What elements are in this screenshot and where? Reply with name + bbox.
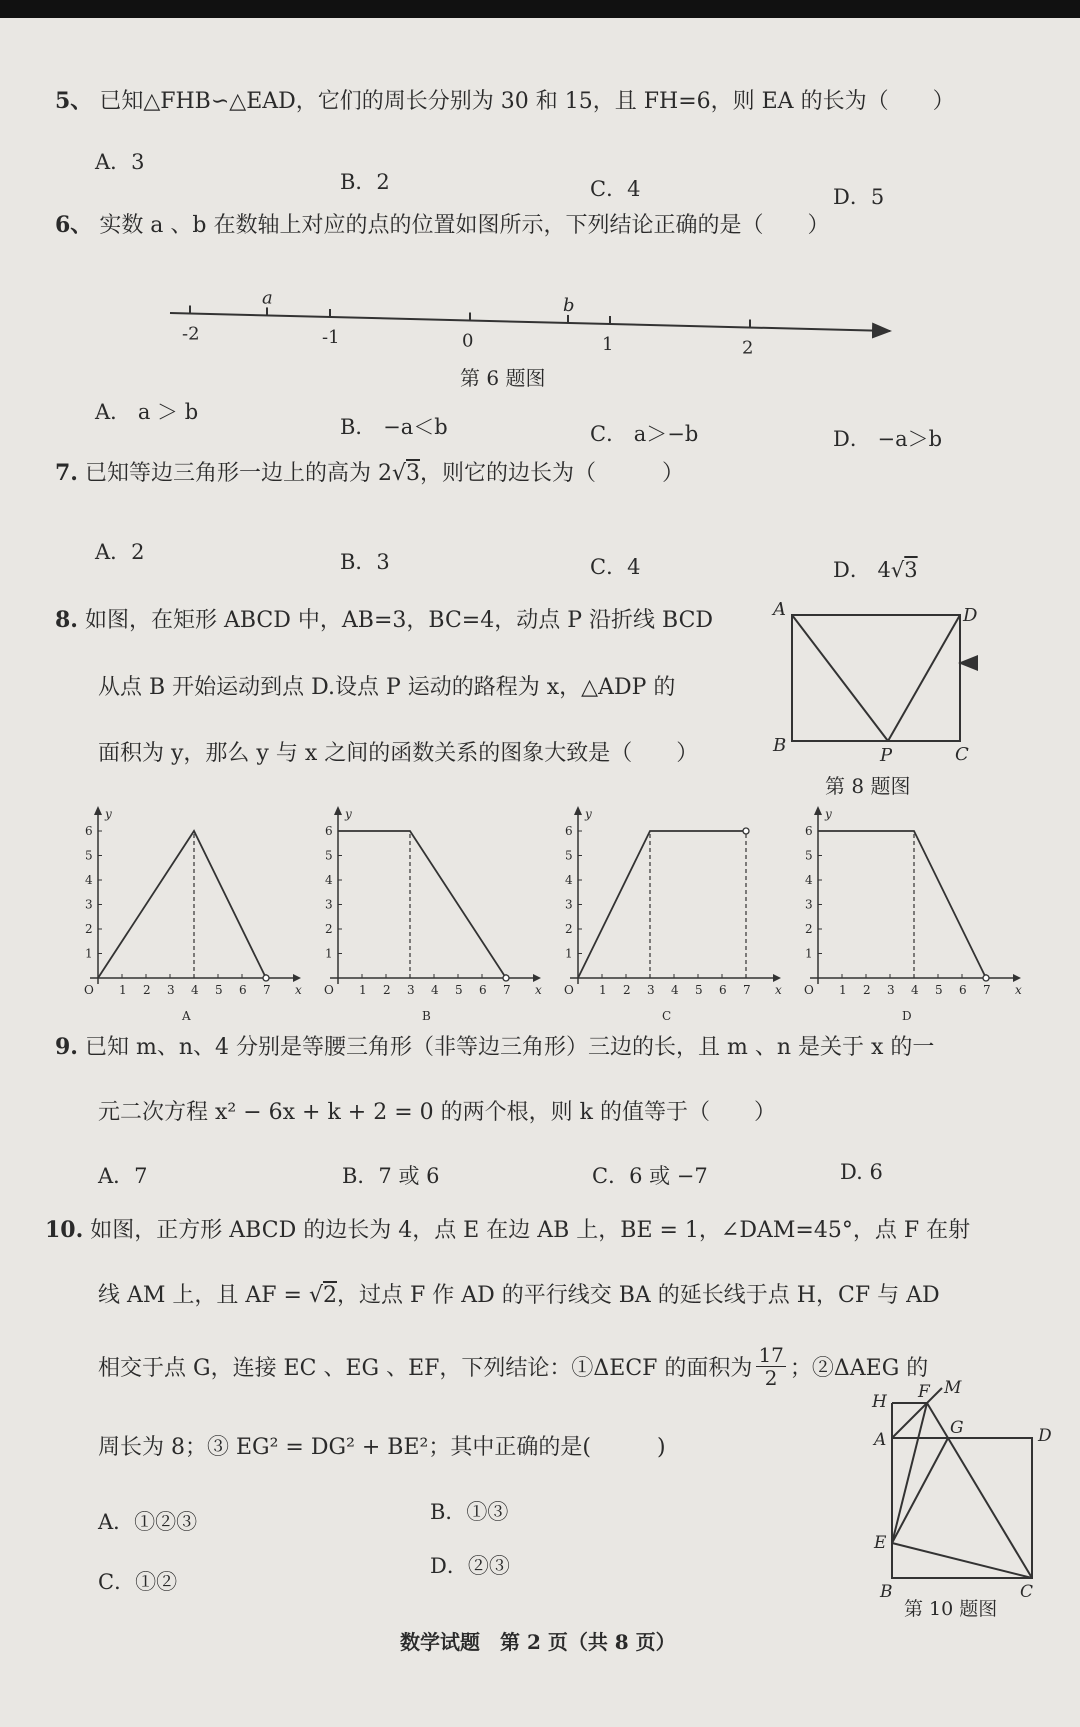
y-axis-arrow-icon — [574, 806, 582, 815]
q7-option-d-radicand: 3 — [904, 558, 918, 582]
x-tick-label: 3 — [407, 983, 415, 997]
y-tick-label: 6 — [85, 824, 93, 838]
number-line-point-label-point_b: b — [563, 294, 575, 316]
fraction — [756, 1344, 785, 1389]
q10-line-2-after: ，过点 F 作 AD 的平行线交 BA 的延长线于点 H，CF 与 AD — [337, 1283, 940, 1308]
x-tick-label: 7 — [743, 983, 751, 997]
label-h: H — [872, 1392, 887, 1412]
q6-option-c: C． a＞−b — [590, 422, 699, 446]
graph-option-d — [790, 788, 1030, 1028]
y-tick-label: 1 — [805, 946, 813, 961]
y-axis-arrow-icon — [814, 806, 822, 815]
label-p: P — [880, 745, 893, 766]
number-line-tick-label: -2 — [182, 323, 200, 345]
graph-option-b — [310, 788, 550, 1028]
label-a: A — [773, 599, 786, 620]
y-tick-label: 5 — [85, 848, 93, 863]
x-tick-label: 6 — [959, 983, 967, 997]
x-tick-label: 1 — [119, 983, 127, 997]
label-d: D — [1038, 1426, 1052, 1446]
q7-number: 7. — [55, 460, 78, 486]
y-tick-label: 2 — [565, 922, 573, 936]
x-tick-label: 1 — [599, 983, 607, 997]
graph-line — [98, 831, 266, 978]
exam-page — [0, 18, 1080, 1727]
q9-number: 9. — [55, 1034, 78, 1060]
q5-option-d: D．5 — [833, 185, 885, 209]
ray-am — [892, 1388, 942, 1438]
x-axis-name: x — [295, 983, 302, 997]
y-tick-label: 3 — [565, 897, 573, 912]
y-tick-label: 6 — [565, 824, 573, 838]
x-tick-label: 4 — [191, 983, 199, 997]
x-tick-label: 5 — [695, 983, 703, 997]
graph-option-label: A — [182, 1009, 191, 1023]
x-tick-label: 1 — [359, 983, 367, 997]
label-m: M — [944, 1378, 962, 1398]
origin-label: O — [564, 983, 574, 997]
label-a: A — [874, 1430, 887, 1450]
q6-figure-caption: 第 6 题图 — [460, 366, 546, 390]
photo-dark-edge — [0, 0, 1080, 18]
x-axis-name: x — [535, 983, 542, 997]
q5-number: 5、 — [55, 88, 93, 114]
open-endpoint — [983, 975, 989, 981]
graph-line — [338, 831, 506, 978]
rectangle-figure-q8 — [770, 593, 980, 803]
segment-eg — [892, 1438, 948, 1543]
origin-label: O — [84, 983, 94, 997]
number-line-tick-label: -1 — [322, 327, 340, 348]
x-tick-label: 6 — [239, 983, 247, 997]
x-tick-label: 4 — [911, 983, 919, 997]
number-line-point-label-point_a: a — [262, 287, 273, 309]
question-10-line-1 — [45, 1213, 970, 1244]
x-axis-arrow-icon — [1013, 974, 1021, 982]
rectangle-abcd — [792, 615, 960, 741]
segment-fc — [927, 1403, 1032, 1578]
y-tick-label: 2 — [85, 922, 93, 936]
y-tick-label: 5 — [325, 848, 333, 863]
y-axis-name: y — [585, 807, 592, 821]
q6-option-d: D． −a＞b — [833, 427, 943, 451]
x-tick-label: 4 — [671, 983, 679, 997]
q8-number: 8. — [55, 607, 78, 633]
label-c: C — [955, 744, 969, 765]
y-tick-label: 1 — [85, 946, 93, 961]
y-tick-label: 3 — [325, 897, 333, 912]
x-tick-label: 3 — [167, 983, 175, 997]
y-axis-name: y — [345, 807, 352, 821]
y-axis-name: y — [105, 807, 112, 821]
x-tick-label: 7 — [983, 983, 991, 997]
q5-option-a: A．3 — [95, 150, 145, 174]
x-tick-label: 2 — [863, 983, 871, 997]
q7-option-c: C．4 — [590, 555, 641, 579]
page-footer: 数学试题 第 2 页（共 8 页） — [400, 1630, 676, 1654]
origin-label: O — [324, 983, 334, 997]
y-tick-label: 5 — [805, 848, 813, 863]
y-tick-label: 1 — [565, 946, 573, 961]
x-tick-label: 7 — [263, 983, 271, 997]
x-tick-label: 6 — [479, 983, 487, 997]
q10-line-1: 如图，正方形 ABCD 的边长为 4，点 E 在边 AB 上，BE = 1，∠DAM=45°，点 F 在射 — [90, 1218, 971, 1243]
y-tick-label: 1 — [325, 946, 333, 961]
q7-stem-after: ，则它的边长为（ ） — [420, 461, 685, 486]
x-tick-label: 2 — [383, 983, 391, 997]
q5-option-c: C．4 — [590, 177, 641, 201]
y-tick-label: 2 — [805, 922, 813, 936]
x-tick-label: 6 — [719, 983, 727, 997]
radical-sign: √ — [308, 1283, 323, 1308]
segment-ec — [892, 1543, 1032, 1578]
q9-option-b: B．7 或 6 — [342, 1164, 440, 1188]
q10-line-2 — [98, 1278, 940, 1309]
origin-label: O — [804, 983, 814, 997]
number-line-figure — [160, 273, 900, 403]
q8-line-3: 面积为 y，那么 y 与 x 之间的函数关系的图象大致是（ ） — [98, 741, 699, 766]
q10-line-4: 周长为 8；③ EG² = DG² + BE²；其中正确的是( ) — [98, 1435, 666, 1460]
segment-ap — [792, 615, 888, 741]
q10-option-b: B．①③ — [430, 1500, 509, 1524]
x-tick-label: 5 — [215, 983, 223, 997]
x-axis-arrow-icon — [773, 974, 781, 982]
x-axis-arrow-icon — [533, 974, 541, 982]
label-f: F — [918, 1382, 930, 1402]
open-endpoint — [503, 975, 509, 981]
graph-option-label: D — [902, 1009, 912, 1023]
graph-option-label: C — [662, 1009, 672, 1023]
q10-line-3 — [98, 1344, 928, 1389]
q10-figure-caption: 第 10 题图 — [904, 1598, 998, 1620]
q10-option-d: D．②③ — [430, 1554, 510, 1578]
number-line-tick-label: 1 — [602, 334, 614, 355]
q7-option-a: A．2 — [95, 540, 145, 564]
label-e: E — [874, 1533, 887, 1553]
y-tick-label: 6 — [805, 824, 813, 838]
q8-graph-options — [70, 788, 1030, 1028]
square-figure-q10 — [860, 1363, 1060, 1633]
question-6 — [55, 208, 830, 239]
x-tick-label: 1 — [839, 983, 847, 997]
x-tick-label: 3 — [887, 983, 895, 997]
segment-dp — [888, 615, 960, 741]
q6-stem: 实数 a 、b 在数轴上对应的点的位置如图所示，下列结论正确的是（ ） — [99, 213, 830, 238]
graph-option-c — [550, 788, 790, 1028]
x-axis-name: x — [775, 983, 782, 997]
q5-stem: 已知△FHB∽△EAD，它们的周长分别为 30 和 15，且 FH=6，则 EA 的长为（ ） — [99, 89, 955, 114]
q9-line-1: 已知 m、n、4 分别是等腰三角形（非等边三角形）三边的长，且 m 、n 是关于 x 的一 — [84, 1035, 935, 1060]
y-tick-label: 4 — [85, 873, 93, 887]
label-b: B — [773, 735, 787, 756]
graph-line — [578, 831, 746, 978]
q8-line-1: 如图，在矩形 ABCD 中，AB=3，BC=4，动点 P 沿折线 BCD — [84, 608, 714, 633]
q10-line-2-before: 线 AM 上，且 AF = — [98, 1283, 309, 1308]
y-tick-label: 6 — [325, 824, 333, 838]
y-tick-label: 4 — [805, 873, 813, 887]
x-tick-label: 2 — [143, 983, 151, 997]
q6-option-b: B． −a＜b — [340, 415, 448, 439]
q7-option-d — [833, 554, 918, 584]
y-axis-arrow-icon — [334, 806, 342, 815]
q7-option-b: B．3 — [340, 550, 390, 574]
q9-option-a: A．7 — [98, 1164, 148, 1188]
q10-number: 10. — [45, 1217, 84, 1243]
q9-option-d: D. 6 — [840, 1160, 883, 1184]
q10-option-c: C．①② — [98, 1570, 178, 1594]
q10-line-3-before: 相交于点 G，连接 EC 、EG 、EF，下列结论：①ΔECF 的面积为 — [98, 1356, 753, 1381]
q8-line-2: 从点 B 开始运动到点 D.设点 P 运动的路程为 x，△ADP 的 — [98, 675, 676, 700]
y-axis-name: y — [825, 807, 832, 821]
x-tick-label: 7 — [503, 983, 511, 997]
q6-option-a: A． a ＞ b — [95, 400, 199, 424]
q8-figure-caption: 第 8 题图 — [825, 774, 911, 798]
radical-sign: √ — [890, 558, 905, 582]
fraction-denominator: 2 — [764, 1366, 778, 1390]
label-b: B — [880, 1582, 893, 1602]
q6-number: 6、 — [55, 212, 93, 238]
number-line-axis — [170, 313, 890, 331]
question-9-line-1 — [55, 1030, 934, 1061]
y-tick-label: 3 — [85, 897, 93, 912]
q7-stem-radicand: 3 — [406, 461, 420, 486]
number-line-tick-label: 0 — [462, 330, 474, 352]
label-c: C — [1020, 1582, 1034, 1602]
x-axis-name: x — [1015, 983, 1022, 997]
y-tick-label: 4 — [325, 873, 333, 887]
x-axis-arrow-icon — [293, 974, 301, 982]
question-5 — [55, 84, 955, 115]
q9-line-2: 元二次方程 x² − 6x + k + 2 = 0 的两个根，则 k 的值等于（ ） — [98, 1100, 776, 1125]
segment-ef — [892, 1403, 927, 1543]
q7-stem-before: 已知等边三角形一边上的高为 2 — [84, 461, 392, 486]
q7-option-d-prefix: D． 4 — [833, 558, 891, 582]
graph-option-a — [70, 788, 310, 1028]
q9-option-c: C．6 或 −7 — [592, 1164, 708, 1188]
y-axis-arrow-icon — [94, 806, 102, 815]
x-tick-label: 4 — [431, 983, 439, 997]
radical-sign: √ — [391, 461, 406, 486]
question-8-line-1 — [55, 603, 713, 634]
x-tick-label: 5 — [455, 983, 463, 997]
y-tick-label: 5 — [565, 848, 573, 863]
q10-line-3-after: ；②ΔAEG 的 — [789, 1356, 929, 1381]
graph-option-label: B — [422, 1009, 431, 1023]
y-tick-label: 3 — [805, 897, 813, 912]
x-tick-label: 5 — [935, 983, 943, 997]
y-tick-label: 4 — [565, 873, 573, 887]
x-tick-label: 2 — [623, 983, 631, 997]
q10-option-a: A．①②③ — [98, 1510, 198, 1534]
label-g: G — [950, 1418, 964, 1438]
q10-line-2-radicand: 2 — [323, 1283, 337, 1308]
open-endpoint — [743, 828, 749, 834]
y-tick-label: 2 — [325, 922, 333, 936]
number-line-tick-label: 2 — [742, 337, 754, 359]
open-endpoint — [263, 975, 269, 981]
label-d: D — [963, 605, 978, 626]
q5-option-b: B．2 — [340, 170, 390, 194]
graph-line — [818, 831, 986, 978]
question-7 — [55, 456, 684, 487]
fraction-numerator: 17 — [758, 1343, 784, 1367]
x-tick-label: 3 — [647, 983, 655, 997]
